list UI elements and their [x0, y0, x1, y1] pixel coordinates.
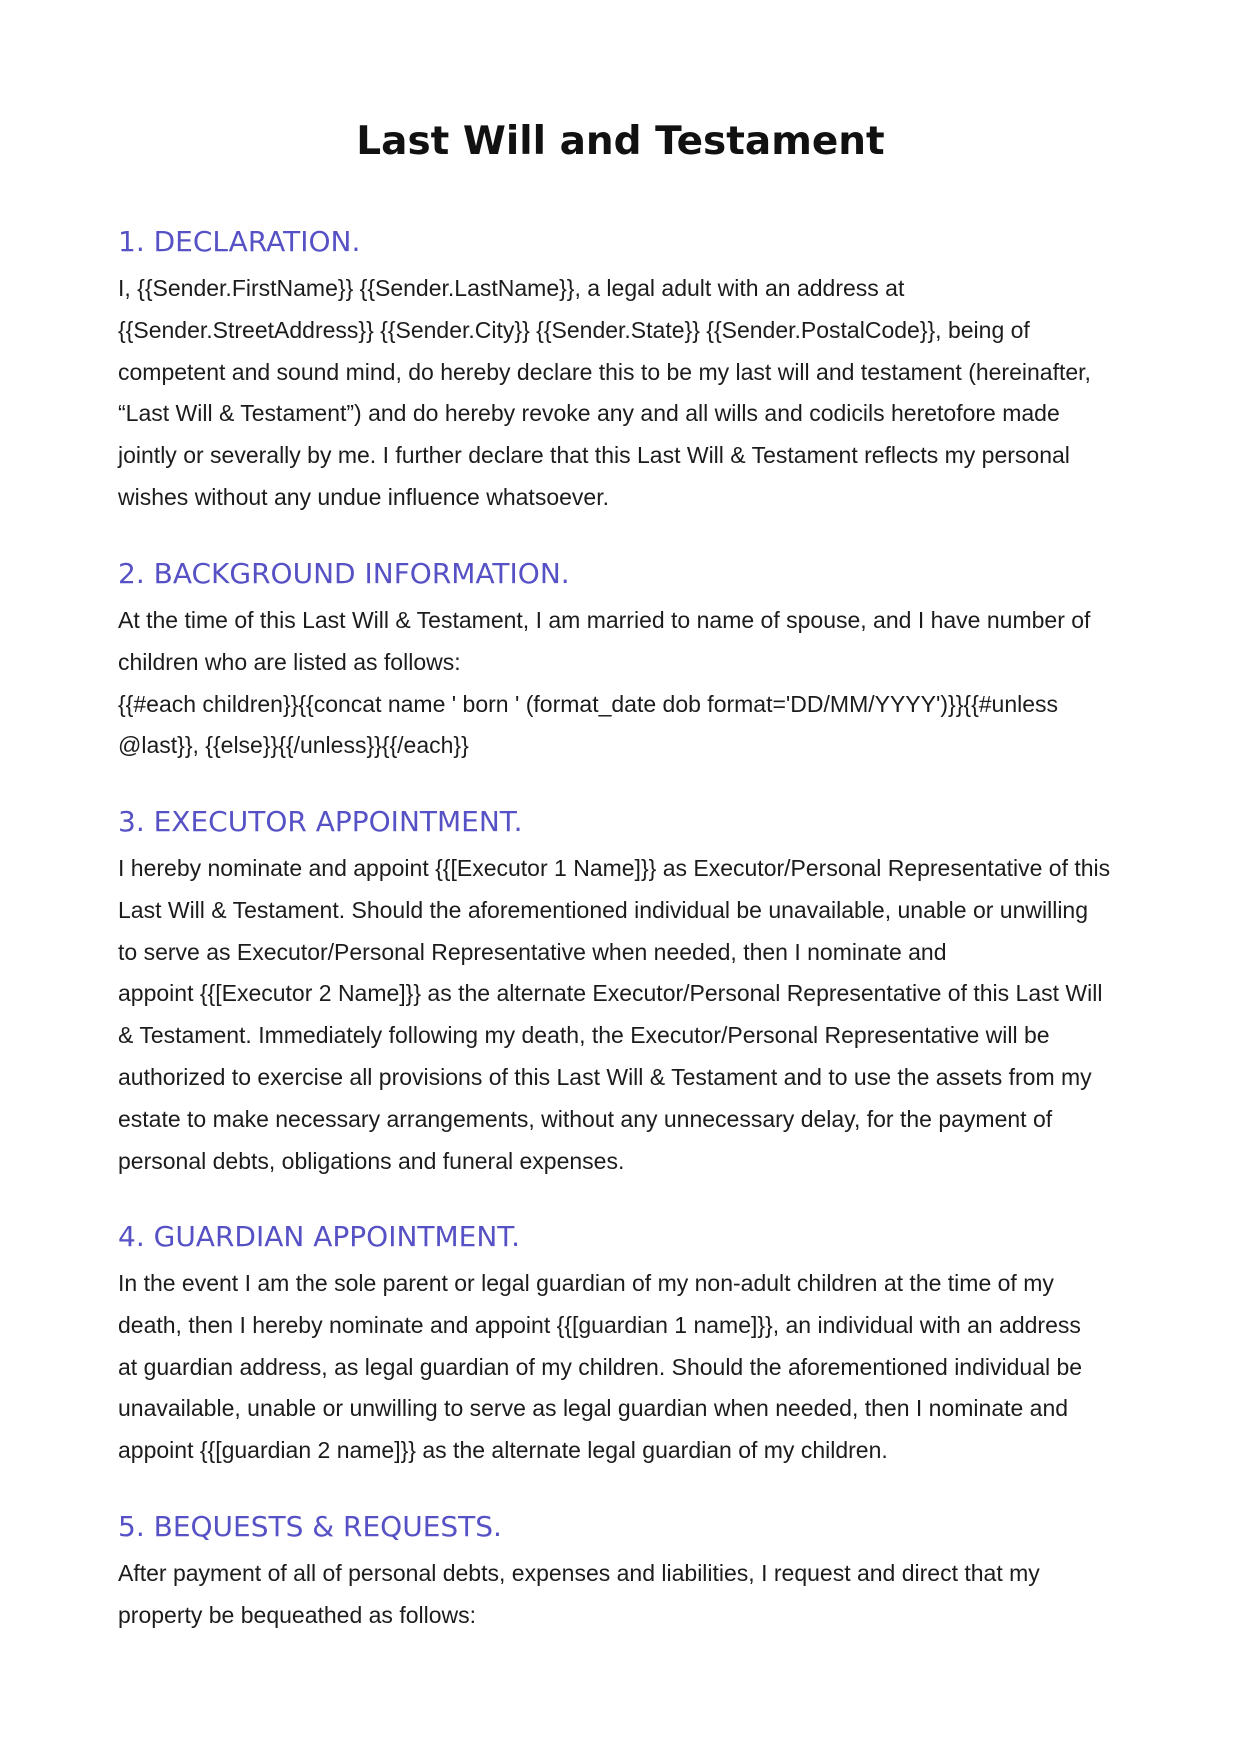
- body-line: death, then I hereby nominate and appoint {{[guardian 1 name]}}, an individual with an address: [118, 1311, 1081, 1338]
- body-line: @last}}, {{else}}{{/unless}}{{/each}}: [118, 732, 469, 759]
- body-line: authorized to exercise all provisions of this Last Will & Testament and to use the assets from my: [118, 1063, 1092, 1090]
- section-bequests-requests: [118, 1509, 1128, 1637]
- section-body: [118, 1553, 1128, 1637]
- body-line: wishes without any undue influence whatsoever.: [118, 483, 609, 510]
- body-line: At the time of this Last Will & Testament, I am married to name of spouse, and I have number of: [118, 607, 1091, 633]
- section-guardian-appointment: [118, 1219, 1128, 1472]
- body-line: After payment of all of personal debts, expenses and liabilities, I request and direct that my: [118, 1560, 1040, 1586]
- section-body: [118, 848, 1128, 1182]
- body-line: In the event I am the sole parent or legal guardian of my non-adult children at the time of my: [118, 1270, 1054, 1296]
- body-line: property be bequeathed as follows:: [118, 1601, 477, 1628]
- section-body: [118, 1263, 1128, 1472]
- document-title: Last Will and Testament: [356, 119, 885, 164]
- body-line: jointly or severally by me. I further declare that this Last Will & Testament reflects my personal: [118, 442, 1070, 469]
- body-line: I, {{Sender.FirstName}} {{Sender.LastName}}, a legal adult with an address at: [118, 275, 905, 301]
- body-line: unavailable, unable or unwilling to serve as legal guardian when needed, then I nominate and: [118, 1395, 1069, 1422]
- section-background-information: [118, 556, 1128, 767]
- body-line: “Last Will & Testament”) and do hereby revoke any and all wills and codicils heretofore made: [118, 400, 1060, 427]
- body-line: {{Sender.StreetAddress}} {{Sender.City}} {{Sender.State}} {{Sender.PostalCode}}, being of: [118, 316, 1030, 343]
- body-line: estate to make necessary arrangements, without any unnecessary delay, for the payment of: [118, 1105, 1053, 1132]
- section-heading: 1. DECLARATION.: [118, 225, 361, 258]
- section-heading: 3. EXECUTOR APPOINTMENT.: [118, 805, 523, 838]
- body-line: I hereby nominate and appoint {{[Executor 1 Name]}} as Executor/Personal Representative of this: [118, 855, 1111, 881]
- body-line: personal debts, obligations and funeral expenses.: [118, 1147, 625, 1174]
- section-declaration: [118, 224, 1128, 519]
- body-line: appoint {{[Executor 2 Name]}} as the alternate Executor/Personal Representative of this Last Will: [118, 980, 1103, 1007]
- body-line: to serve as Executor/Personal Representative when needed, then I nominate and: [118, 938, 947, 965]
- section-executor-appointment: [118, 804, 1128, 1182]
- body-line: competent and sound mind, do hereby declare this to be my last will and testament (hereinafter,: [118, 358, 1091, 385]
- body-line: at guardian address, as legal guardian of my children. Should the aforementioned individual be: [118, 1353, 1083, 1380]
- body-line: & Testament. Immediately following my death, the Executor/Personal Representative will be: [118, 1022, 1050, 1049]
- section-heading: 2. BACKGROUND INFORMATION.: [118, 557, 570, 590]
- section-body: [118, 268, 1128, 519]
- body-line: appoint {{[guardian 2 name]}} as the alternate legal guardian of my children.: [118, 1437, 888, 1464]
- body-line: children who are listed as follows:: [118, 648, 461, 675]
- section-heading: 4. GUARDIAN APPOINTMENT.: [118, 1220, 520, 1253]
- body-line: {{#each children}}{{concat name ' born ' (format_date dob format='DD/MM/YYYY')}}{{#unless: [118, 690, 1059, 717]
- section-heading: 5. BEQUESTS & REQUESTS.: [118, 1510, 502, 1543]
- body-line: Last Will & Testament. Should the aforementioned individual be unavailable, unable or unwilling: [118, 896, 1089, 923]
- section-body: [118, 600, 1128, 767]
